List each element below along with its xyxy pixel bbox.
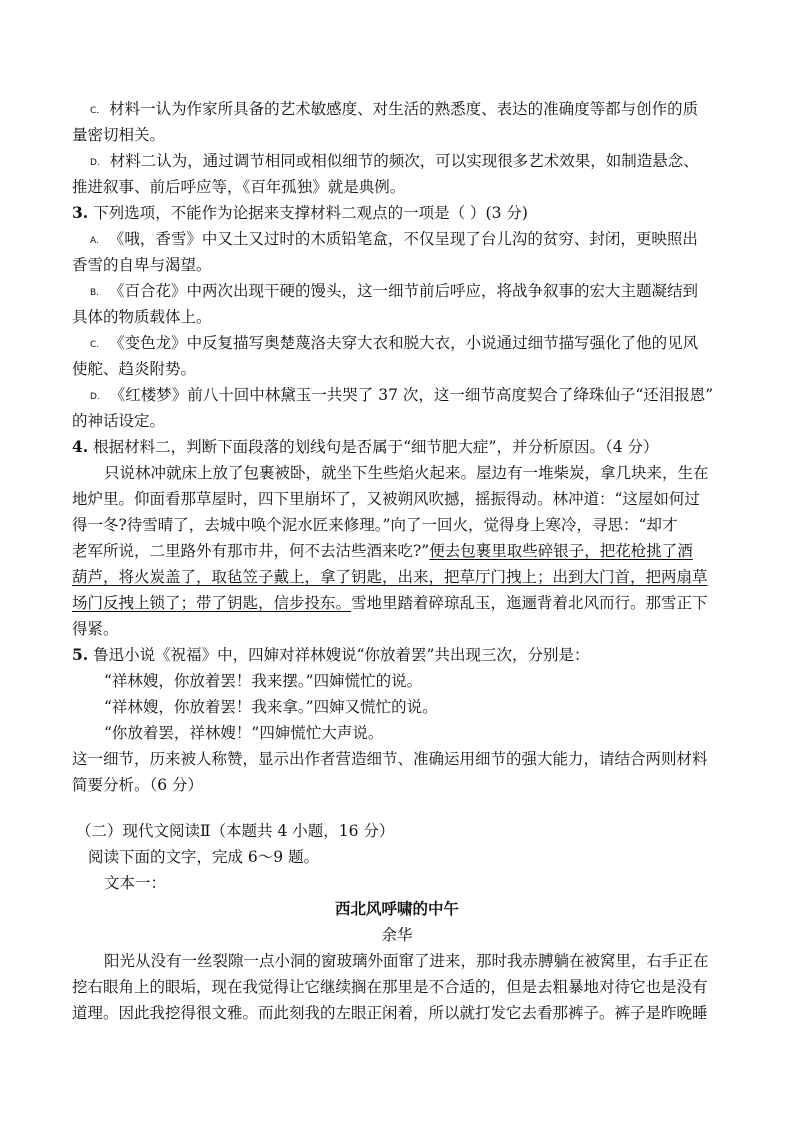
q3-option-d-line2: 的神话设定。	[72, 412, 166, 430]
question-number: 5.	[72, 645, 89, 664]
section-2-heading: （二）现代文阅读Ⅱ（本题共 4 小题，16 分）	[76, 822, 395, 840]
q3-option-a-line1: A. 《哦，香雪》中又土又过时的木质铅笔盒，不仅呈现了台儿沟的贫穷、封闭，更映照出	[90, 230, 698, 248]
story-author: 余华	[381, 926, 413, 944]
question-number: 3.	[72, 203, 89, 222]
option-label: D.	[90, 392, 100, 402]
q5-dialogue-3: “你放着罢，祥林嫂！”四婶慌忙大声说。	[104, 724, 384, 742]
q3-option-c-line2: 使舵、趋炎附势。	[72, 360, 197, 378]
option-d-line2: 推进叙事、前后呼应等，《百年孤独》就是典例。	[72, 178, 406, 196]
option-c-line1: C. 材料一认为作家所具备的艺术敏感度、对生活的熟悉度、表达的准确度等都与创作的质	[90, 100, 699, 118]
q5-dialogue-2: “祥林嫂，你放着罢！我来拿。”四婶又慌忙的说。	[104, 698, 438, 716]
story-line2: 挖右眼角上的眼垢，现在我觉得让它继续搁在那里是不合适的，但是去粗暴地对待它也是没有	[72, 978, 708, 996]
q4-passage-line3: 得一冬?待雪晴了，去城中唤个泥水匠来修理。”向了一回火，觉得身上寒冷，寻思：“却才	[72, 516, 678, 534]
story-title: 西北风呼啸的中午	[334, 899, 459, 918]
q5-task-line2: 简要分析。（6 分）	[72, 776, 204, 794]
option-label: C.	[90, 106, 100, 116]
story-line1: 阳光从没有一丝裂隙一点小洞的窗玻璃外面窜了进来，那时我赤膊躺在被窝里，右手正在	[104, 952, 709, 970]
question-3: 3. 下列选项，不能作为论据来支撑材料二观点的一项是（ ）(3 分)	[72, 203, 528, 222]
section-2-instructions: 阅读下面的文字，完成 6～9 题。	[88, 848, 320, 866]
underlined-sentence: 场门反拽上锁了；带了钥匙，信步投东。	[72, 594, 352, 612]
option-c-line2: 量密切相关。	[72, 126, 166, 144]
question-4: 4. 根据材料二，判断下面段落的划线句是否属于“细节肥大症”，并分析原因。（4 分）	[72, 437, 659, 456]
option-label: A.	[90, 236, 99, 246]
q3-option-c-line1: C. 《变色龙》中反复描写奥楚蔑洛夫穿大衣和脱大衣，小说通过细节描写强化了他的见风	[90, 334, 699, 352]
underlined-sentence: 便去包裹里取些碎银子，把花枪挑了酒	[429, 542, 693, 560]
q4-passage-line7: 得紧。	[72, 620, 119, 638]
question-5: 5. 鲁迅小说《祝福》中，四婶对祥林嫂说“你放着罢”共出现三次，分别是：	[72, 645, 590, 664]
option-label: B.	[90, 288, 100, 298]
option-label: C.	[90, 340, 100, 350]
q3-option-d-line1: D. 《红楼梦》前八十回中林黛玉一共哭了 37 次，这一细节高度契合了绛珠仙子“还泪报恩”	[90, 386, 714, 404]
q4-passage-line5	[72, 564, 727, 590]
question-number: 4.	[72, 437, 89, 456]
q3-option-a-line2: 香雪的自卑与渴望。	[72, 256, 212, 274]
option-label: D.	[90, 158, 100, 168]
q4-passage-line2: 地炉里。仰面看那草屋时，四下里崩坏了，又被朔风吹撼，摇振得动。林冲道：“这屋如何过	[72, 490, 700, 508]
q5-dialogue-1: “祥林嫂，你放着罢！我来摆。”四婶慌忙的说。	[104, 672, 423, 690]
q4-passage-line4: 老军所说，二里路外有那市井，何不去沽些酒来吃?”便去包裹里取些碎银子，把花枪挑了酒	[72, 542, 693, 560]
q5-task-line1: 这一细节，历来被人称赞，显示出作者营造细节、准确运用细节的强大能力，请结合两则材料	[72, 750, 708, 768]
q3-option-b-line1: B. 《百合花》中两次出现干硬的馒头，这一细节前后呼应，将战争叙事的宏大主题凝结到	[90, 282, 699, 300]
q4-passage-line1: 只说林冲就床上放了包裹被卧，就坐下生些焰火起来。屋边有一堆柴炭，拿几块来，生在	[104, 464, 709, 482]
story-line3: 道理。因此我挖得很文雅。而此刻我的左眼正闲着，所以就打发它去看那裤子。裤子是昨晚睡	[72, 1004, 708, 1022]
underlined-sentence: 葫芦，将火炭盖了，取毡笠子戴上，拿了钥匙，出来，把草厅门拽上；出到大门首，把两扇草	[72, 568, 708, 586]
option-d-line1: D. 材料二认为，通过调节相同或相似细节的频次，可以实现很多艺术效果，如制造悬念、	[90, 152, 699, 170]
text-one-label: 文本一：	[104, 874, 167, 892]
q4-passage-line6: 场门反拽上锁了；带了钥匙，信步投东。雪地里踏着碎琼乱玉，迤逦背着北风而行。那雪正下	[72, 594, 708, 612]
q3-option-b-line2: 具体的物质载体上。	[72, 308, 212, 326]
